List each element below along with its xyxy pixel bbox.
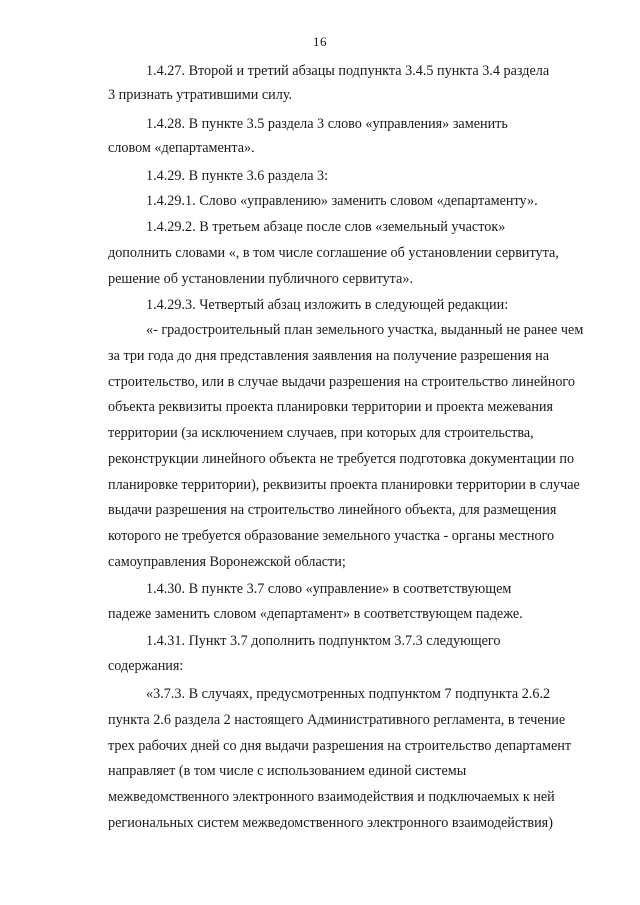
text-line: 3 признать утратившими силу. (108, 87, 293, 103)
text-line: решение об установлении публичного сервитута». (108, 271, 413, 287)
text-line: территории (за исключением случаев, при которых для строительства, (108, 425, 534, 441)
text-line: падеже заменить словом «департамент» в соответствующем падеже. (108, 606, 523, 622)
text-line: 1.4.29.1. Слово «управлению» заменить словом «департаменту». (146, 193, 538, 209)
text-line: дополнить словами «, в том числе соглашение об установлении сервитута, (108, 245, 559, 261)
text-line: словом «департамента». (108, 140, 255, 156)
text-line: 1.4.29.2. В третьем абзаце после слов «земельный участок» (146, 219, 506, 235)
text-line: содержания: (108, 658, 184, 674)
text-line: «- градостроительный план земельного участка, выданный не ранее чем (146, 322, 584, 338)
text-line: 1.4.29.3. Четвертый абзац изложить в следующей редакции: (146, 297, 509, 313)
text-line: «3.7.3. В случаях, предусмотренных подпунктом 7 подпункта 2.6.2 (146, 686, 551, 702)
text-line: 1.4.28. В пункте 3.5 раздела 3 слово «управления» заменить (146, 116, 508, 132)
text-line: самоуправления Воронежской области; (108, 554, 346, 570)
text-line: 1.4.27. Второй и третий абзацы подпункта 3.4.5 пункта 3.4 раздела (146, 63, 550, 79)
text-line: планировке территории), реквизиты проекта планировки территории в случае (108, 477, 580, 493)
text-line: 1.4.29. В пункте 3.6 раздела 3: (146, 168, 329, 184)
text-line: трех рабочих дней со дня выдачи разрешения на строительство департамент (108, 738, 572, 754)
text-line: выдачи разрешения на строительство линейного объекта, для размещения (108, 502, 557, 518)
text-line: которого не требуется образование земельного участка - органы местного (108, 528, 555, 544)
text-line: 1.4.30. В пункте 3.7 слово «управление» в соответствующем (146, 581, 512, 597)
text-line: межведомственного электронного взаимодействия и подключаемых к ней (108, 789, 555, 805)
text-line: направляет (в том числе с использованием единой системы (108, 763, 467, 779)
text-line: объекта реквизиты проекта планировки территории и проекта межевания (108, 399, 554, 415)
text-line: 1.4.31. Пункт 3.7 дополнить подпунктом 3.7.3 следующего (146, 633, 501, 649)
text-line: пункта 2.6 раздела 2 настоящего Административного регламента, в течение (108, 712, 566, 728)
text-line: строительство, или в случае выдачи разрешения на строительство линейного (108, 374, 575, 390)
text-line: за три года до дня представления заявления на получение разрешения на (108, 348, 550, 364)
text-line: региональных систем межведомственного электронного взаимодействия) (108, 815, 553, 831)
page-number: 16 (313, 34, 327, 49)
text-line: реконструкции линейного объекта не требуется подготовка документации по (108, 451, 575, 467)
